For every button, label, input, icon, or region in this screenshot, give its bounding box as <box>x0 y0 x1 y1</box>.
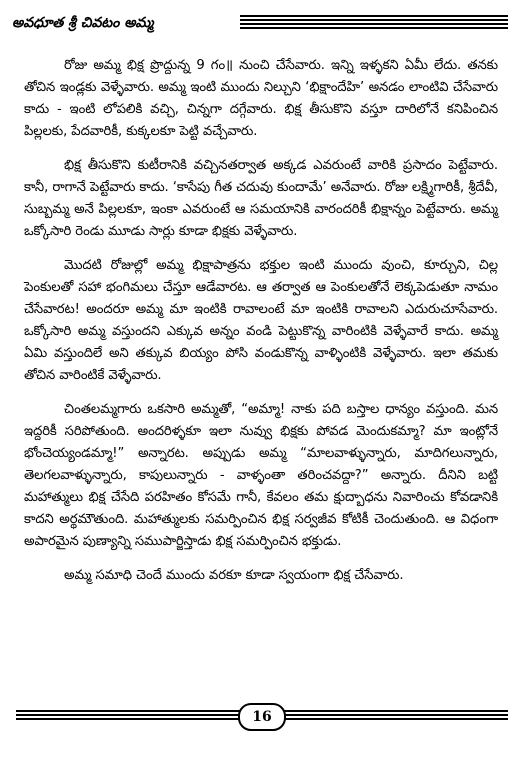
paragraph: చింతలమ్మగారు ఒకసారి అమ్మతో, “అమ్మా! నాకు పది బస్తాల ధాన్యం వస్తుంది. మన ఇద్దరికీ సరిపోతుంది. అందరిళ్ళకూ ఇలా నువ్వు భిక్షకు పోవడ మెందుకమ్మా? మా ఇంట్లోనే భోంచెయ్యండమ్మా!” అన్నారట. అప్పుడు అమ్మ “మాలవాళ్ళున్నారు, మాదిగలున్నారు, తెలగలవాళ్ళున్నారు, కాపులున్నారు - వాళ్ళంతా తరించవద్దా?” అన్నారు. దీనిని బట్టి మహాత్ములు భిక్ష చేసేది పరహితం కోసమే గానీ, కేవలం తమ క్షుద్బాధను నివారించు కోవడానికి కాదని అర్థమౌతుంది. మహాత్ములకు సమర్పించిన భిక్ష సర్వజీవ కోటికీ చెందుతుంది. ఆ విధంగా అపారమైన పుణ్యాన్ని సముపార్జిస్తాడు భిక్ష సమర్పించిన భక్తుడు. <box>24 402 498 549</box>
header-rule-line <box>240 19 508 21</box>
page-footer <box>16 703 508 739</box>
header-rule-line <box>240 23 508 25</box>
paragraph: భిక్ష తీసుకొని కుటీరానికి వచ్చినతర్వాత అక్కడ ఎవరుంటే వారికి ప్రసాదం పెట్టేవారు. కానీ, రాగానే పెట్టేవారు కాదు. ‘కాసేపు గీత చదువు కుందామే’ అనేవారు. రోజు లక్ష్మిగారికీ, శ్రీదేవీ, సుబ్బమ్మ అనే పిల్లలకూ, ఇంకా ఎవరుంటే ఆ సమయానికి వారందరికీ భిక్షాన్నం పెట్టేవారు. అమ్మ ఒక్కోసారి రెండు మూడు సార్లు కూడా భిక్షకు వెళ్ళేవారు. <box>24 158 498 239</box>
book-title: అవధూత శ్రీ చివటం అమ్మ <box>12 15 154 31</box>
paragraph: రోజు అమ్మ భిక్ష ప్రొద్దున్న 9 గం॥ నుంచి చేసేవారు. ఇన్ని ఇళ్ళకని ఏమీ లేదు. తనకు తోచిన ఇండ్లకు వెళ్ళేవారు. అమ్మ ఇంటి ముందు నిల్చుని ‘భిక్షాందేహి’ అనడం లాంటివి చేసేవారు కాదు - ఇంటి లోపలికి వచ్చి, చిన్నగా దగ్గేవారు. భిక్ష తీసుకొని వస్తూ దారిలోనే కనిపించిన పిల్లలకు, పేదవారికీ, కుక్కలకూ పెట్టి వచ్చేవారు. <box>24 58 498 139</box>
page-body <box>24 55 498 599</box>
running-header <box>12 12 508 38</box>
header-rule-line <box>240 27 508 29</box>
header-rule-line <box>240 15 508 17</box>
paragraph: మొదటి రోజుల్లో అమ్మ భిక్షాపాత్రను భక్తుల ఇంటి ముందు వుంచి, కూర్చుని, చిల్ల పెంకులతో సహా భంగిమలు చేస్తూ ఆడేవారట. ఆ తర్వాత ఆ పెంకులతోనే లెక్కపెడుతూ నామం చేసేవారట! అందరూ అమ్మ మా ఇంటికి రావాలంటే మా ఇంటికి రావాలని ఎదురుచూసేవారు. ఒక్కోసారి అమ్మ వస్తుందని ఎక్కువ అన్నం వండి పెట్టుకొన్న వారింటికి వెళ్ళేవారే కాదు. అమ్మ ఏమి వస్తుందిలే అని తక్కువ బియ్యం పోసి వండుకొన్న వాళ్ళింటికి వెళ్ళేవారు. ఇలా తమకు తోచిన వారింటికే వెళ్ళేవారు. <box>24 258 498 383</box>
header-rule-lines <box>240 15 508 33</box>
page-number: 16 <box>238 703 286 731</box>
paragraph: అమ్మ సమాధి చెందే ముందు వరకూ కూడా స్వయంగా భిక్ష చేసేవారు. <box>64 568 404 583</box>
